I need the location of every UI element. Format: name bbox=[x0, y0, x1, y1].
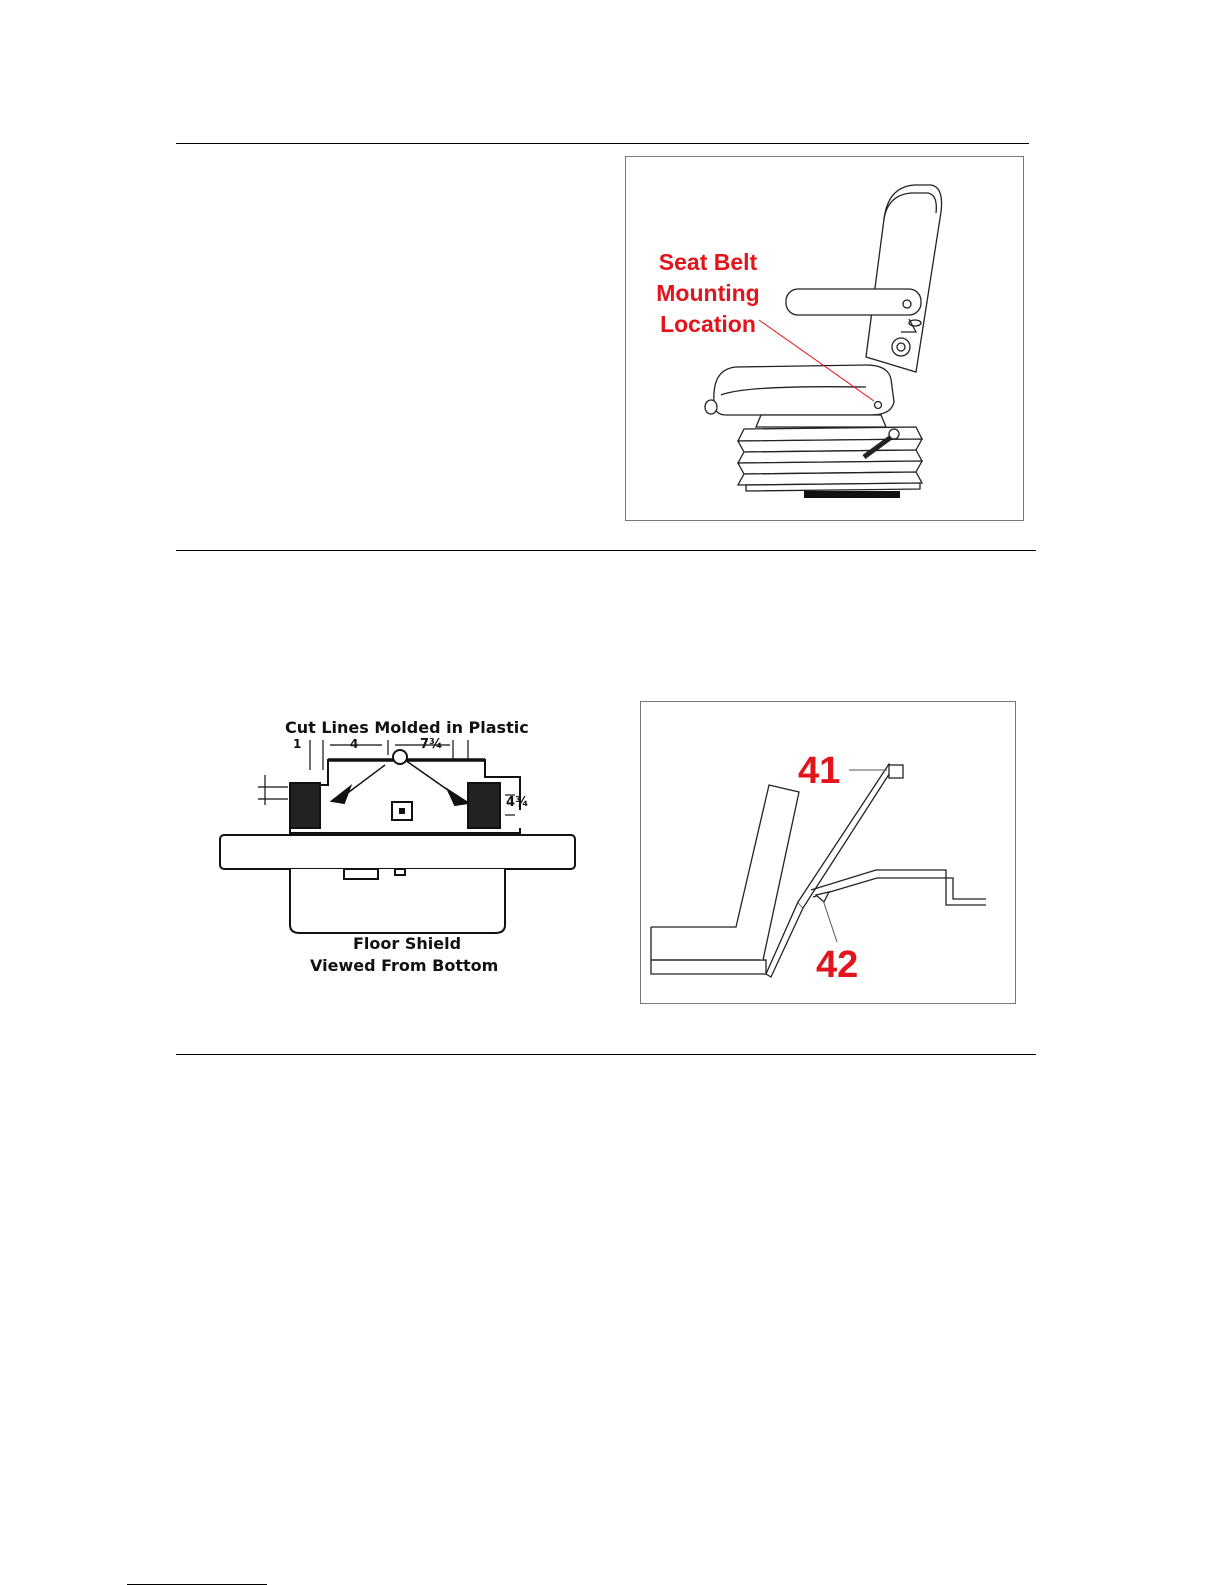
cut-lines-caption: Cut Lines Molded in Plastic bbox=[285, 718, 529, 737]
pedal-figure bbox=[640, 701, 1016, 1004]
seat-belt-label-line-2: Mounting bbox=[656, 280, 760, 306]
dimension-7-3-4: 7¾ bbox=[420, 737, 443, 752]
floor-shield-figure bbox=[210, 715, 585, 980]
top-rule bbox=[176, 143, 1029, 144]
dimension-4: 4 bbox=[350, 737, 359, 751]
dimension-4-3-4: 4¾ bbox=[506, 795, 529, 810]
bottom-rule bbox=[176, 1054, 1036, 1055]
viewed-from-bottom-caption: Viewed From Bottom bbox=[310, 956, 499, 975]
floor-shield-caption: Floor Shield bbox=[353, 934, 462, 953]
middle-rule bbox=[176, 550, 1036, 551]
dimension-1: 1 bbox=[293, 737, 302, 751]
callout-42: 42 bbox=[816, 944, 859, 986]
seat-belt-label bbox=[648, 247, 768, 340]
callout-41: 41 bbox=[798, 750, 841, 792]
seat-belt-label-line-1: Seat Belt bbox=[658, 249, 758, 275]
seat-belt-label-line-3: Location bbox=[660, 311, 756, 337]
seat-figure bbox=[625, 156, 1024, 521]
